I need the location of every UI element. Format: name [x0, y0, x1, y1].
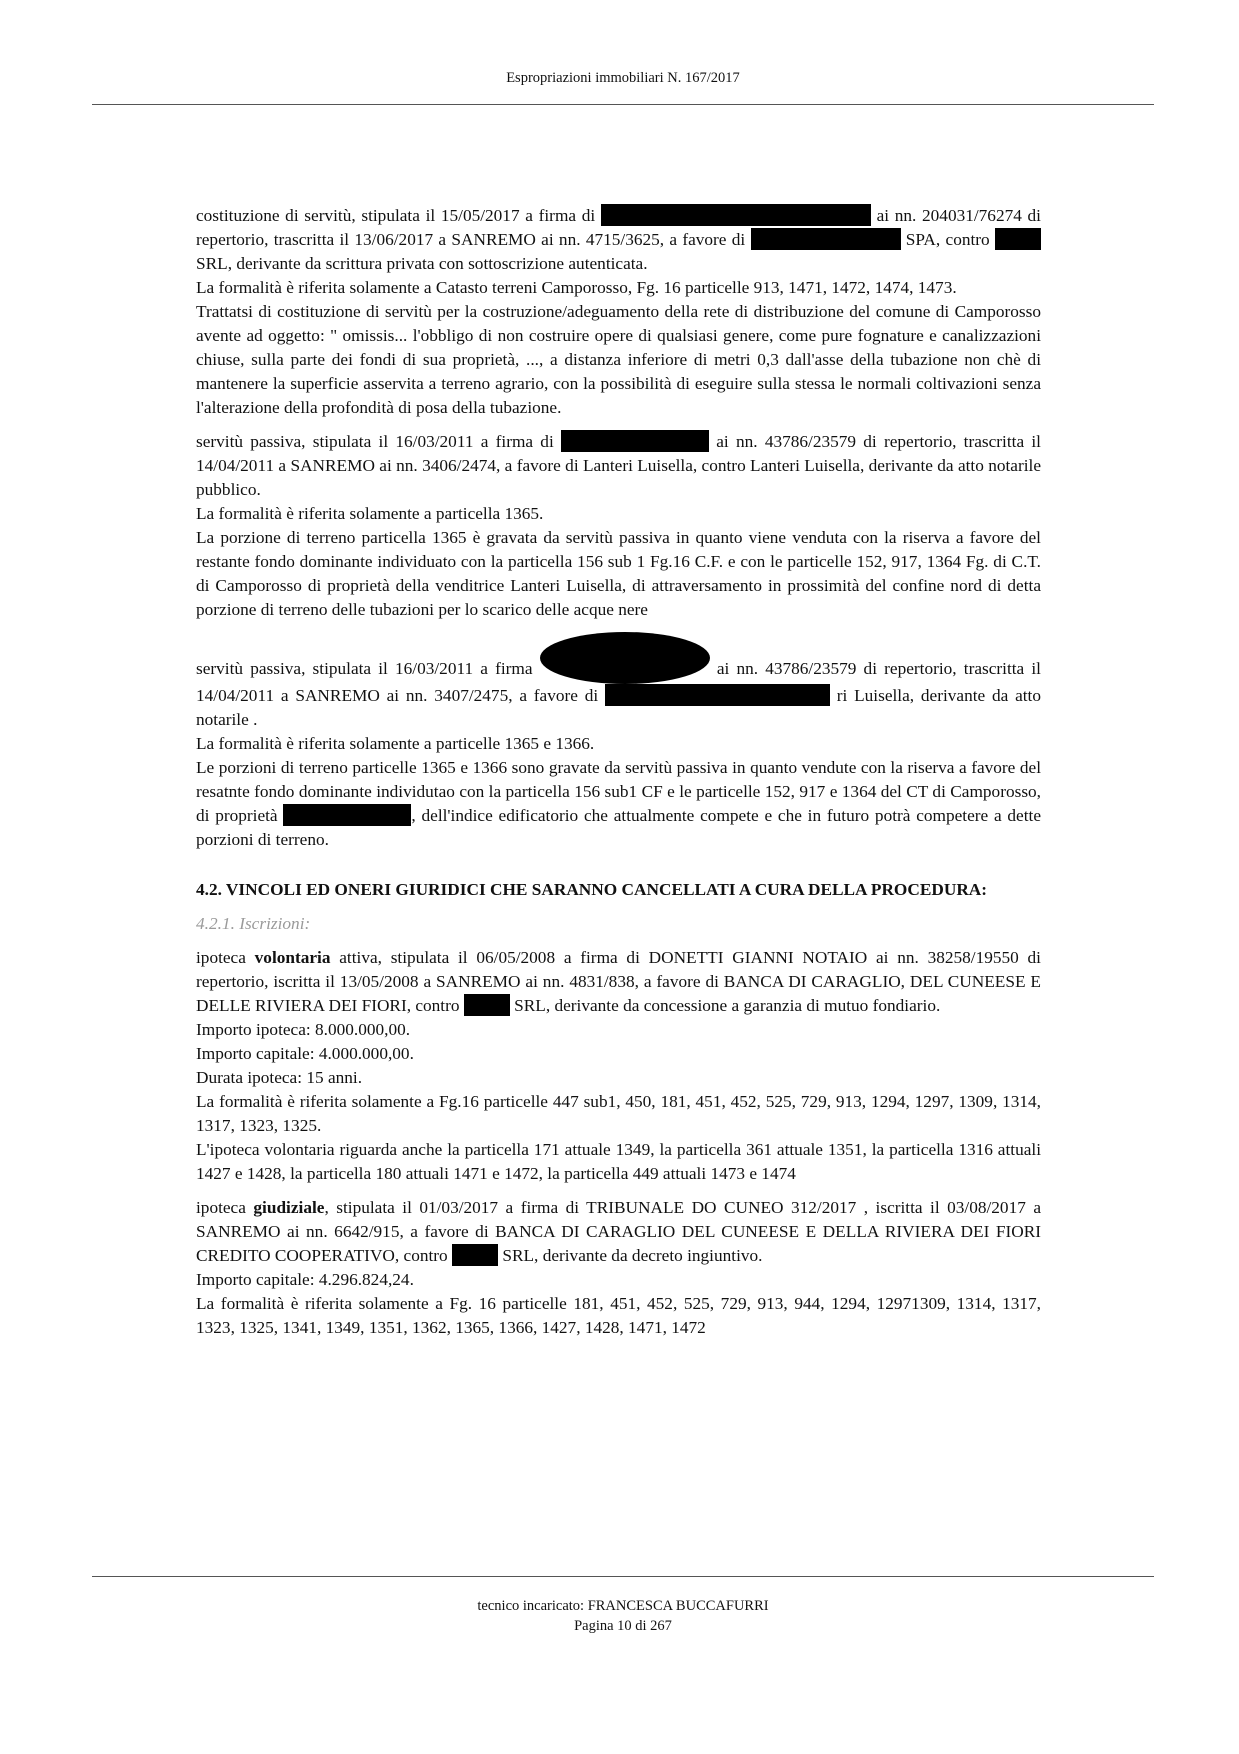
importo-capitale: Importo capitale: 4.000.000,00.	[196, 1044, 414, 1063]
servitu-1-intro: costituzione di servitù, stipulata il 15/05/2017 a firma di ai nn. 204031/76274 di repertorio, trascritta il 13/06/2017 a SANREMO ai nn. 4715/3625, a favore di SPA, contro SRL, derivante da scrittura privata con sottoscrizione autenticata.	[196, 206, 1041, 273]
servitu-2-descrizione: La porzione di terreno particella 1365 è gravata da servitù passiva in quanto viene venduta con la riserva a favore del restante fondo dominante individuato con la particella 156 sub 1 Fg.16 C.F. e con le particelle 152, 917, 1364 Fg. di C.T. di Camporosso di proprietà della venditrice Lanteri Luisella, di attraversamento in prossimità del confine nord di detta porzione di terreno delle tubazioni per lo scarico delle acque nere	[196, 528, 1041, 619]
page-number: Pagina 10 di 267	[574, 1618, 672, 1634]
redaction-block	[995, 228, 1041, 250]
ipoteca-volontaria: ipoteca volontaria attiva, stipulata il 06/05/2008 a firma di DONETTI GIANNI NOTAIO ai nn. 38258/19550 di repertorio, iscritta il 13/05/2008 a SANREMO ai nn. 4831/838, a favore di BANCA DI CARAGLIO, DEL CUNEESE E DELLE RIVIERA DEI FIORI, contro SRL, derivante da concessione a garanzia di mutuo fondiario.	[196, 948, 1041, 1015]
redaction-block	[601, 204, 871, 226]
servitu-2-formalita: La formalità è riferita solamente a particella 1365.	[196, 504, 544, 523]
document-title: Espropriazioni immobiliari N. 167/2017	[506, 70, 740, 86]
servitu-3-formalita: La formalità è riferita solamente a particelle 1365 e 1366.	[196, 734, 595, 753]
header-divider	[92, 104, 1154, 105]
importo-ipoteca: Importo ipoteca: 8.000.000,00.	[196, 1020, 411, 1039]
page-header	[92, 70, 1154, 87]
redaction-oval	[540, 632, 710, 684]
redaction-block	[464, 994, 510, 1016]
page-footer	[92, 1596, 1154, 1636]
servitu-3-descrizione: Le porzioni di terreno particelle 1365 e 1366 sono gravate da servitù passiva in quanto vendute con la riserva a favore del resatnte fondo dominante individutao con la particella 156 sub1 CF e le particelle 152, 917 e 1364 del CT di Camporosso, di proprietà , dell'indice edificatorio che attualmente compete e che in futuro potrà competere a dette porzioni di terreno.	[196, 758, 1042, 849]
ipoteca-giudiziale: ipoteca giudiziale, stipulata il 01/03/2017 a firma di TRIBUNALE DO CUNEO 312/2017 , iscritta il 03/08/2017 a SANREMO ai nn. 6642/915, a favore di BANCA DI CARAGLIO DEL CUNEESE E DELLA RIVIERA DEI FIORI CREDITO COOPERATIVO, contro SRL, derivante da decreto ingiuntivo.	[196, 1198, 1041, 1265]
ipoteca-1-nota: L'ipoteca volontaria riguarda anche la particella 171 attuale 1349, la particella 361 attuale 1351, la particella 1316 attuali 1427 e 1428, la particella 180 attuali 1471 e 1472, la particella 449 attuali 1473 e 1474	[196, 1140, 1041, 1183]
redaction-block	[605, 684, 830, 706]
document-body	[196, 204, 1041, 1340]
ipoteca-2-importo-capitale: Importo capitale: 4.296.824,24.	[196, 1270, 414, 1289]
redaction-block	[283, 804, 411, 826]
servitu-1-descrizione: Trattatsi di costituzione di servitù per la costruzione/adeguamento della rete di distribuzione del comune di Camporosso avente ad oggetto: " omissis... l'obbligo di non costruire opere di qualsiasi genere, come pure fognature e canalizzazioni chiuse, sulla parte dei fondi di sua proprietà, ..., a distanza inferiore di metri 0,3 dall'asse della tubazione non chè di mantenere la superficie asservita a terreno agrario, con la possibilità di eseguire sulla stessa le normali coltivazioni senza l'alterazione della profondità di posa della tubazione.	[196, 302, 1041, 417]
servitu-2-intro: servitù passiva, stipulata il 16/03/2011 a firma di ai nn. 43786/23579 di repertorio, trascritta il 14/04/2011 a SANREMO ai nn. 3406/2474, a favore di Lanteri Luisella, contro Lanteri Luisella, derivante da atto notarile pubblico.	[196, 432, 1041, 499]
footer-divider	[92, 1576, 1154, 1577]
redaction-block	[561, 430, 709, 452]
ipoteca-2-formalita: La formalità è riferita solamente a Fg. 16 particelle 181, 451, 452, 525, 729, 913, 944, 1294, 12971309, 1314, 1317, 1323, 1325, 1341, 1349, 1351, 1362, 1365, 1366, 1427, 1428, 1471, 1472	[196, 1294, 1041, 1337]
tecnico-incaricato: tecnico incaricato: FRANCESCA BUCCAFURRI	[477, 1598, 769, 1614]
section-title: 4.2. VINCOLI ED ONERI GIURIDICI CHE SARANNO CANCELLATI A CURA DELLA PROCEDURA:	[196, 880, 988, 899]
redaction-block	[452, 1244, 498, 1266]
redaction-block	[751, 228, 901, 250]
durata-ipoteca: Durata ipoteca: 15 anni.	[196, 1068, 363, 1087]
servitu-1-formalita: La formalità è riferita solamente a Catasto terreni Camporosso, Fg. 16 particelle 913, 1471, 1472, 1474, 1473.	[196, 278, 957, 297]
servitu-3-intro: servitù passiva, stipulata il 16/03/2011 a firma ai nn. 43786/23579 di repertorio, trascritta il 14/04/2011 a SANREMO ai nn. 3407/2475, a favore di ri Luisella, derivante da atto notarile .	[196, 632, 1041, 732]
ipoteca-1-formalita: La formalità è riferita solamente a Fg.16 particelle 447 sub1, 450, 181, 451, 452, 525, 729, 913, 1294, 1297, 1309, 1314, 1317, 1323, 1325.	[196, 1092, 1041, 1135]
subsection-title: 4.2.1. Iscrizioni:	[196, 914, 311, 933]
